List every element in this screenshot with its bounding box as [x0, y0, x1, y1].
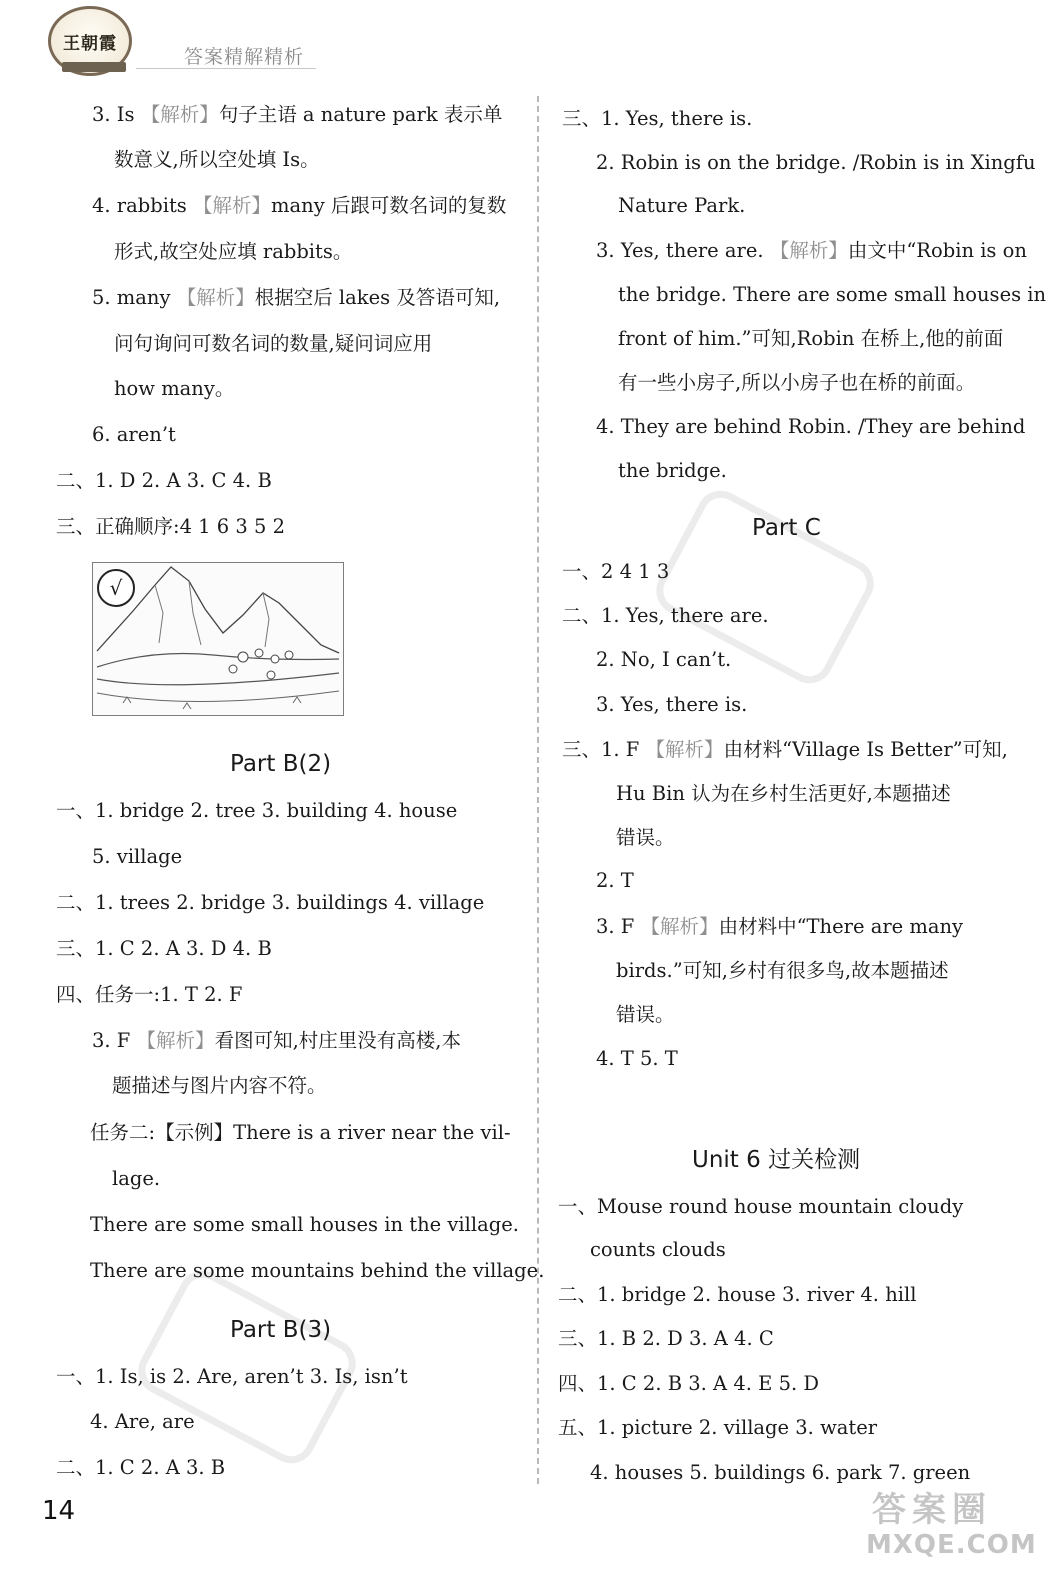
section-title-unit6: Unit 6 过关检测 — [692, 1147, 861, 1173]
answer-line: 三、1. F 【解析】由材料“Village Is Better”可知, — [562, 738, 1008, 761]
answer-line: Nature Park. — [618, 194, 746, 217]
answer-line: 二、1. D 2. A 3. C 4. B — [56, 469, 272, 492]
watermark-url: MXQE.COM — [866, 1530, 1037, 1560]
answer-line: 4. They are behind Robin. /They are behind — [596, 415, 1026, 438]
answer-line: 题描述与图片内容不符。 — [112, 1074, 327, 1097]
answer-line: 错误。 — [616, 1003, 675, 1026]
header-title: 答案精解精析 — [184, 46, 305, 68]
answer-line: 2. Robin is on the bridge. /Robin is in Xingfu — [596, 151, 1036, 174]
answer-line: 四、1. C 2. B 3. A 4. E 5. D — [558, 1372, 820, 1395]
answer-line: Hu Bin 认为在乡村生活更好,本题描述 — [616, 782, 951, 805]
section-title-part-b2: Part B(2) — [230, 751, 332, 777]
answer-line: 三、1. Yes, there is. — [562, 107, 753, 130]
answer-line: 二、1. Yes, there are. — [562, 604, 769, 627]
answer-line: 一、1. bridge 2. tree 3. building 4. house — [56, 799, 458, 822]
logo-text: 王朝霞 — [63, 33, 117, 54]
answer-line: 一、Mouse round house mountain cloudy — [558, 1195, 964, 1218]
answer-line: 二、1. trees 2. bridge 3. buildings 4. village — [56, 891, 485, 914]
answer-line: 二、1. bridge 2. house 3. river 4. hill — [558, 1283, 917, 1306]
answer-line: 4. houses 5. buildings 6. park 7. green — [590, 1461, 971, 1484]
logo-ribbon — [62, 62, 126, 72]
answer-line: There are some small houses in the village. — [90, 1213, 519, 1236]
page-header — [0, 0, 1050, 80]
answer-line: 3. F 【解析】由材料中“There are many — [596, 915, 964, 938]
answer-line: 数意义,所以空处填 Is。 — [114, 148, 320, 171]
answer-line: 三、正确顺序:4 1 6 3 5 2 — [56, 515, 286, 538]
answer-line: 5. village — [92, 845, 183, 868]
answer-line: front of him.”可知,Robin 在桥上,他的前面 — [618, 327, 1004, 350]
answer-line: 4. T 5. T — [596, 1047, 678, 1070]
answer-line: 4. Are, are — [90, 1410, 195, 1433]
answer-line: the bridge. — [618, 459, 727, 482]
section-title-part-c: Part C — [752, 515, 821, 541]
answer-line: 2. No, I can’t. — [596, 648, 732, 671]
watermark-text: 答案圈 — [872, 1490, 992, 1530]
answer-line: 错误。 — [616, 826, 675, 849]
answer-line: 三、1. C 2. A 3. D 4. B — [56, 937, 272, 960]
section-title-part-b3: Part B(3) — [230, 1317, 332, 1343]
answer-line: 三、1. B 2. D 3. A 4. C — [558, 1327, 774, 1350]
answer-line: birds.”可知,乡村有很多鸟,故本题描述 — [616, 959, 949, 982]
answer-line: 3. Is 【解析】句子主语 a nature park 表示单 — [92, 103, 503, 126]
answer-line: 2. T — [596, 869, 634, 892]
answer-line: 四、任务一:1. T 2. F — [56, 983, 243, 1006]
answer-line: 5. many 【解析】根据空后 lakes 及答语可知, — [92, 286, 501, 309]
answer-line: 五、1. picture 2. village 3. water — [558, 1416, 878, 1439]
answer-line: how many。 — [114, 377, 235, 400]
header-underline — [136, 68, 316, 69]
answer-line: 问句询问可数名词的数量,疑问词应用 — [114, 332, 433, 355]
landscape-illustration — [92, 562, 344, 716]
checkmark-icon: √ — [97, 569, 135, 607]
answer-line: 形式,故空处应填 rabbits。 — [114, 240, 353, 263]
answer-line: 3. F 【解析】看图可知,村庄里没有高楼,本 — [92, 1029, 461, 1052]
answer-line: 3. Yes, there is. — [596, 693, 748, 716]
answer-line: 二、1. C 2. A 3. B — [56, 1456, 226, 1479]
answer-line: lage. — [112, 1167, 161, 1190]
answer-line: 一、1. Is, is 2. Are, aren’t 3. Is, isn’t — [56, 1365, 408, 1388]
answer-line: counts clouds — [590, 1238, 726, 1261]
answer-line: 6. aren’t — [92, 423, 176, 446]
page-number: 14 — [42, 1496, 76, 1526]
answer-line: 一、2 4 1 3 — [562, 560, 670, 583]
site-watermark — [866, 1482, 1036, 1572]
answer-line: 4. rabbits 【解析】many 后跟可数名词的复数 — [92, 194, 507, 217]
answer-line: 有一些小房子,所以小房子也在桥的前面。 — [618, 371, 976, 394]
answer-line: 任务二:【示例】There is a river near the vil- — [90, 1121, 511, 1144]
answer-line: There are some mountains behind the village. — [90, 1259, 545, 1282]
answer-line: the bridge. There are some small houses in — [618, 283, 1047, 306]
answer-line: 3. Yes, there are. 【解析】由文中“Robin is on — [596, 239, 1027, 262]
